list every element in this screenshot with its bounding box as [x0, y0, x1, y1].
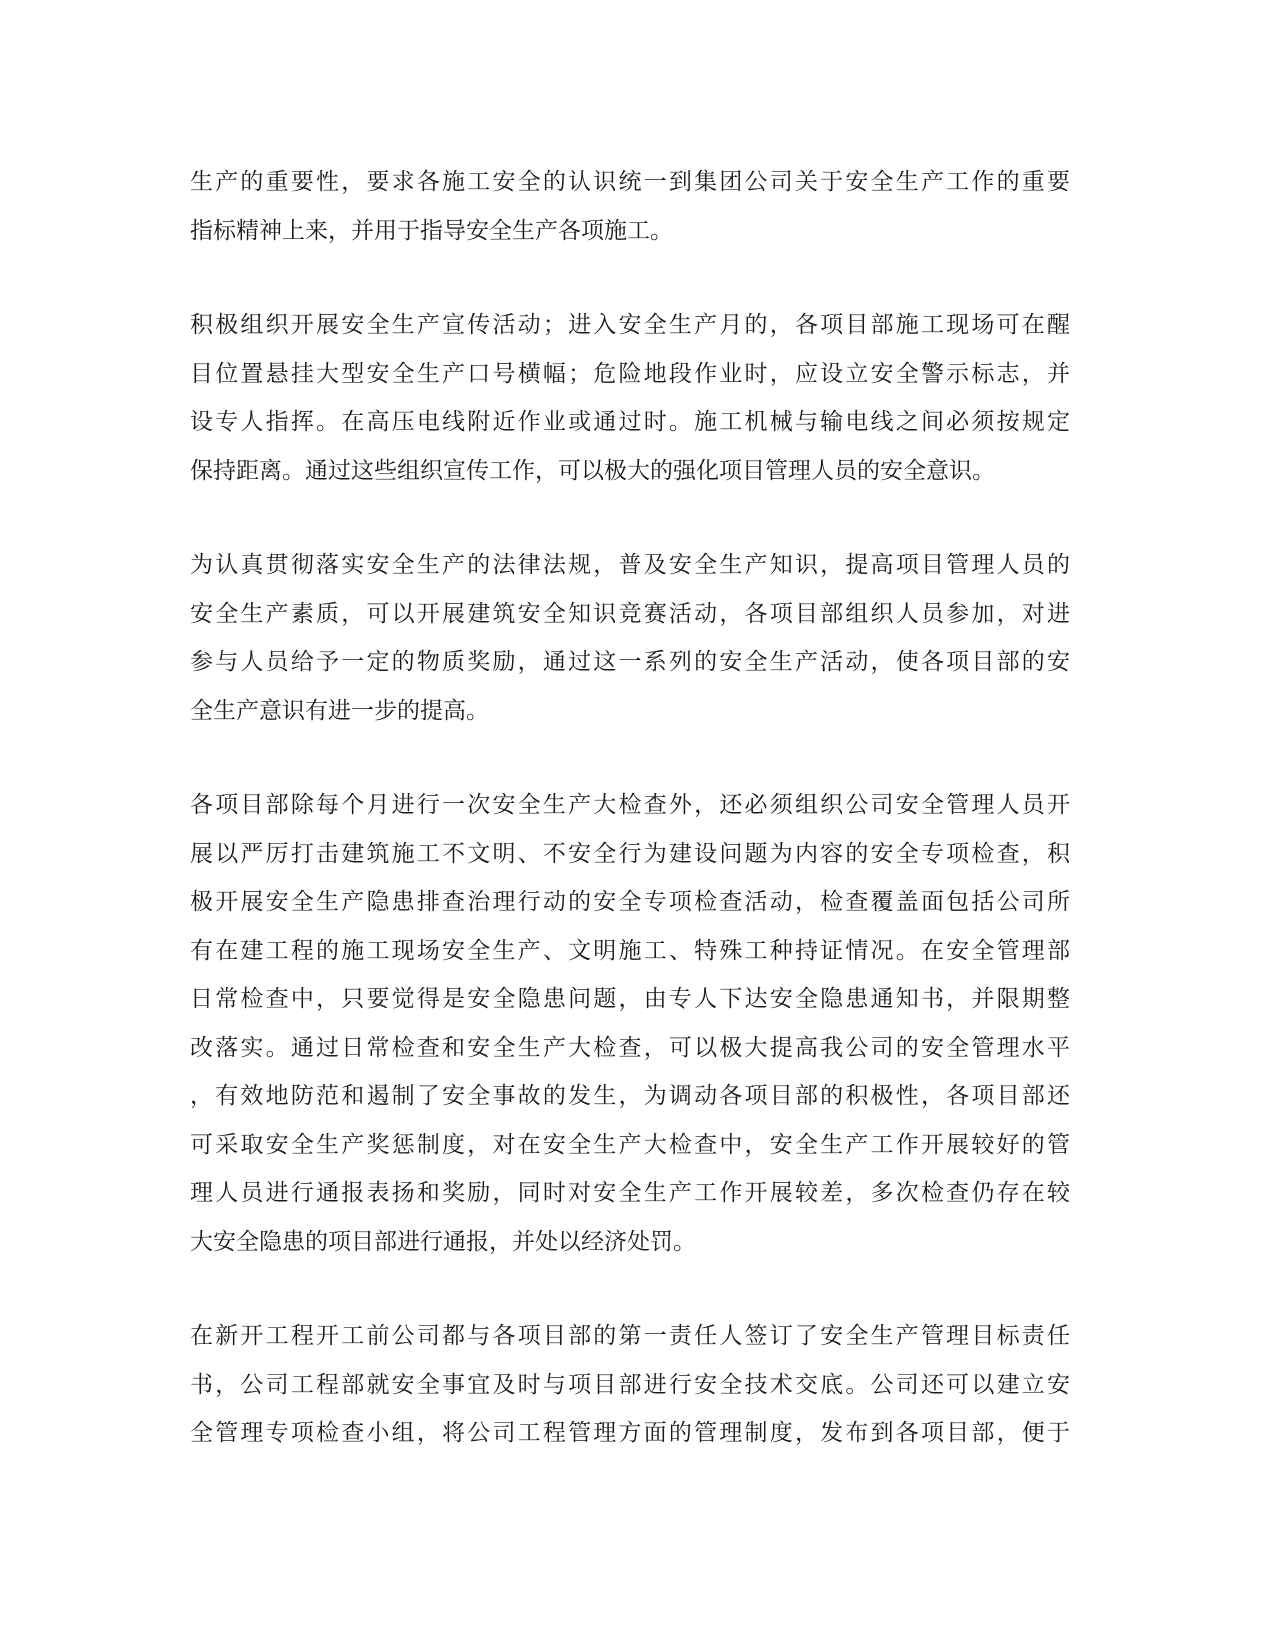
text-line: 展以严厉打击建筑施工不文明、不安全行为建设问题为内容的安全专项检查，积	[190, 840, 1070, 867]
text-line: 在新开工程开工前公司都与各项目部的第一责任人签订了安全生产管理目标责任	[190, 1323, 1070, 1349]
text-line: 日常检查中，只要觉得是安全隐患问题，由专人下达安全隐患通知书，并限期整	[190, 986, 1070, 1012]
text-line: 各项目部除每个月进行一次安全生产大检查外，还必须组织公司安全管理人员开	[190, 792, 1070, 818]
text-line: 全生产意识有进一步的提高。	[190, 697, 489, 724]
text-line: 指标精神上来，并用于指导安全生产各项施工。	[190, 217, 673, 244]
paragraph	[190, 781, 1070, 1266]
text-line: 保持距离。通过这些组织宣传工作，可以极大的强化项目管理人员的安全意识。	[190, 457, 995, 484]
text-line: 参与人员给予一定的物质奖励，通过这一系列的安全生产活动，使各项目部的安	[190, 649, 1070, 675]
text-line: 生产的重要性，要求各施工安全的认识统一到集团公司关于安全生产工作的重要	[190, 169, 1070, 195]
text-line: 理人员进行通报表扬和奖励，同时对安全生产工作开展较差，多次检查仍存在较	[190, 1180, 1070, 1206]
text-line: 安全生产素质，可以开展建筑安全知识竞赛活动，各项目部组织人员参加，对进	[190, 600, 1070, 627]
text-line: 大安全隐患的项目部进行通报，并处以经济处罚。	[190, 1228, 696, 1255]
paragraph	[190, 158, 1070, 255]
paragraph	[190, 1312, 1070, 1458]
text-line: 为认真贯彻落实安全生产的法律法规，普及安全生产知识，提高项目管理人员的	[190, 552, 1070, 578]
text-line: 设专人指挥。在高压电线附近作业或通过时。施工机械与输电线之间必须按规定	[190, 409, 1070, 435]
paragraph	[190, 301, 1070, 495]
text-line: 积极组织开展安全生产宣传活动；进入安全生产月的，各项目部施工现场可在醒	[190, 312, 1070, 338]
text-line: 书，公司工程部就安全事宜及时与项目部进行安全技术交底。公司还可以建立安	[190, 1371, 1070, 1398]
text-line: 有在建工程的施工现场安全生产、文明施工、特殊工种持证情况。在安全管理部	[190, 937, 1070, 964]
text-line: 目位置悬挂大型安全生产口号横幅；危险地段作业时，应设立安全警示标志，并	[190, 360, 1070, 387]
text-line: ，有效地防范和遏制了安全事故的发生，为调动各项目部的积极性，各项目部还	[190, 1083, 1070, 1109]
text-line: 可采取安全生产奖惩制度，对在安全生产大检查中，安全生产工作开展较好的管	[190, 1131, 1070, 1158]
text-line: 全管理专项检查小组，将公司工程管理方面的管理制度，发布到各项目部，便于	[190, 1420, 1070, 1446]
text-line: 改落实。通过日常检查和安全生产大检查，可以极大提高我公司的安全管理水平	[190, 1034, 1070, 1061]
paragraph	[190, 541, 1070, 735]
text-line: 极开展安全生产隐患排查治理行动的安全专项检查活动，检查覆盖面包括公司所	[190, 889, 1070, 915]
document-body	[190, 158, 1070, 1504]
